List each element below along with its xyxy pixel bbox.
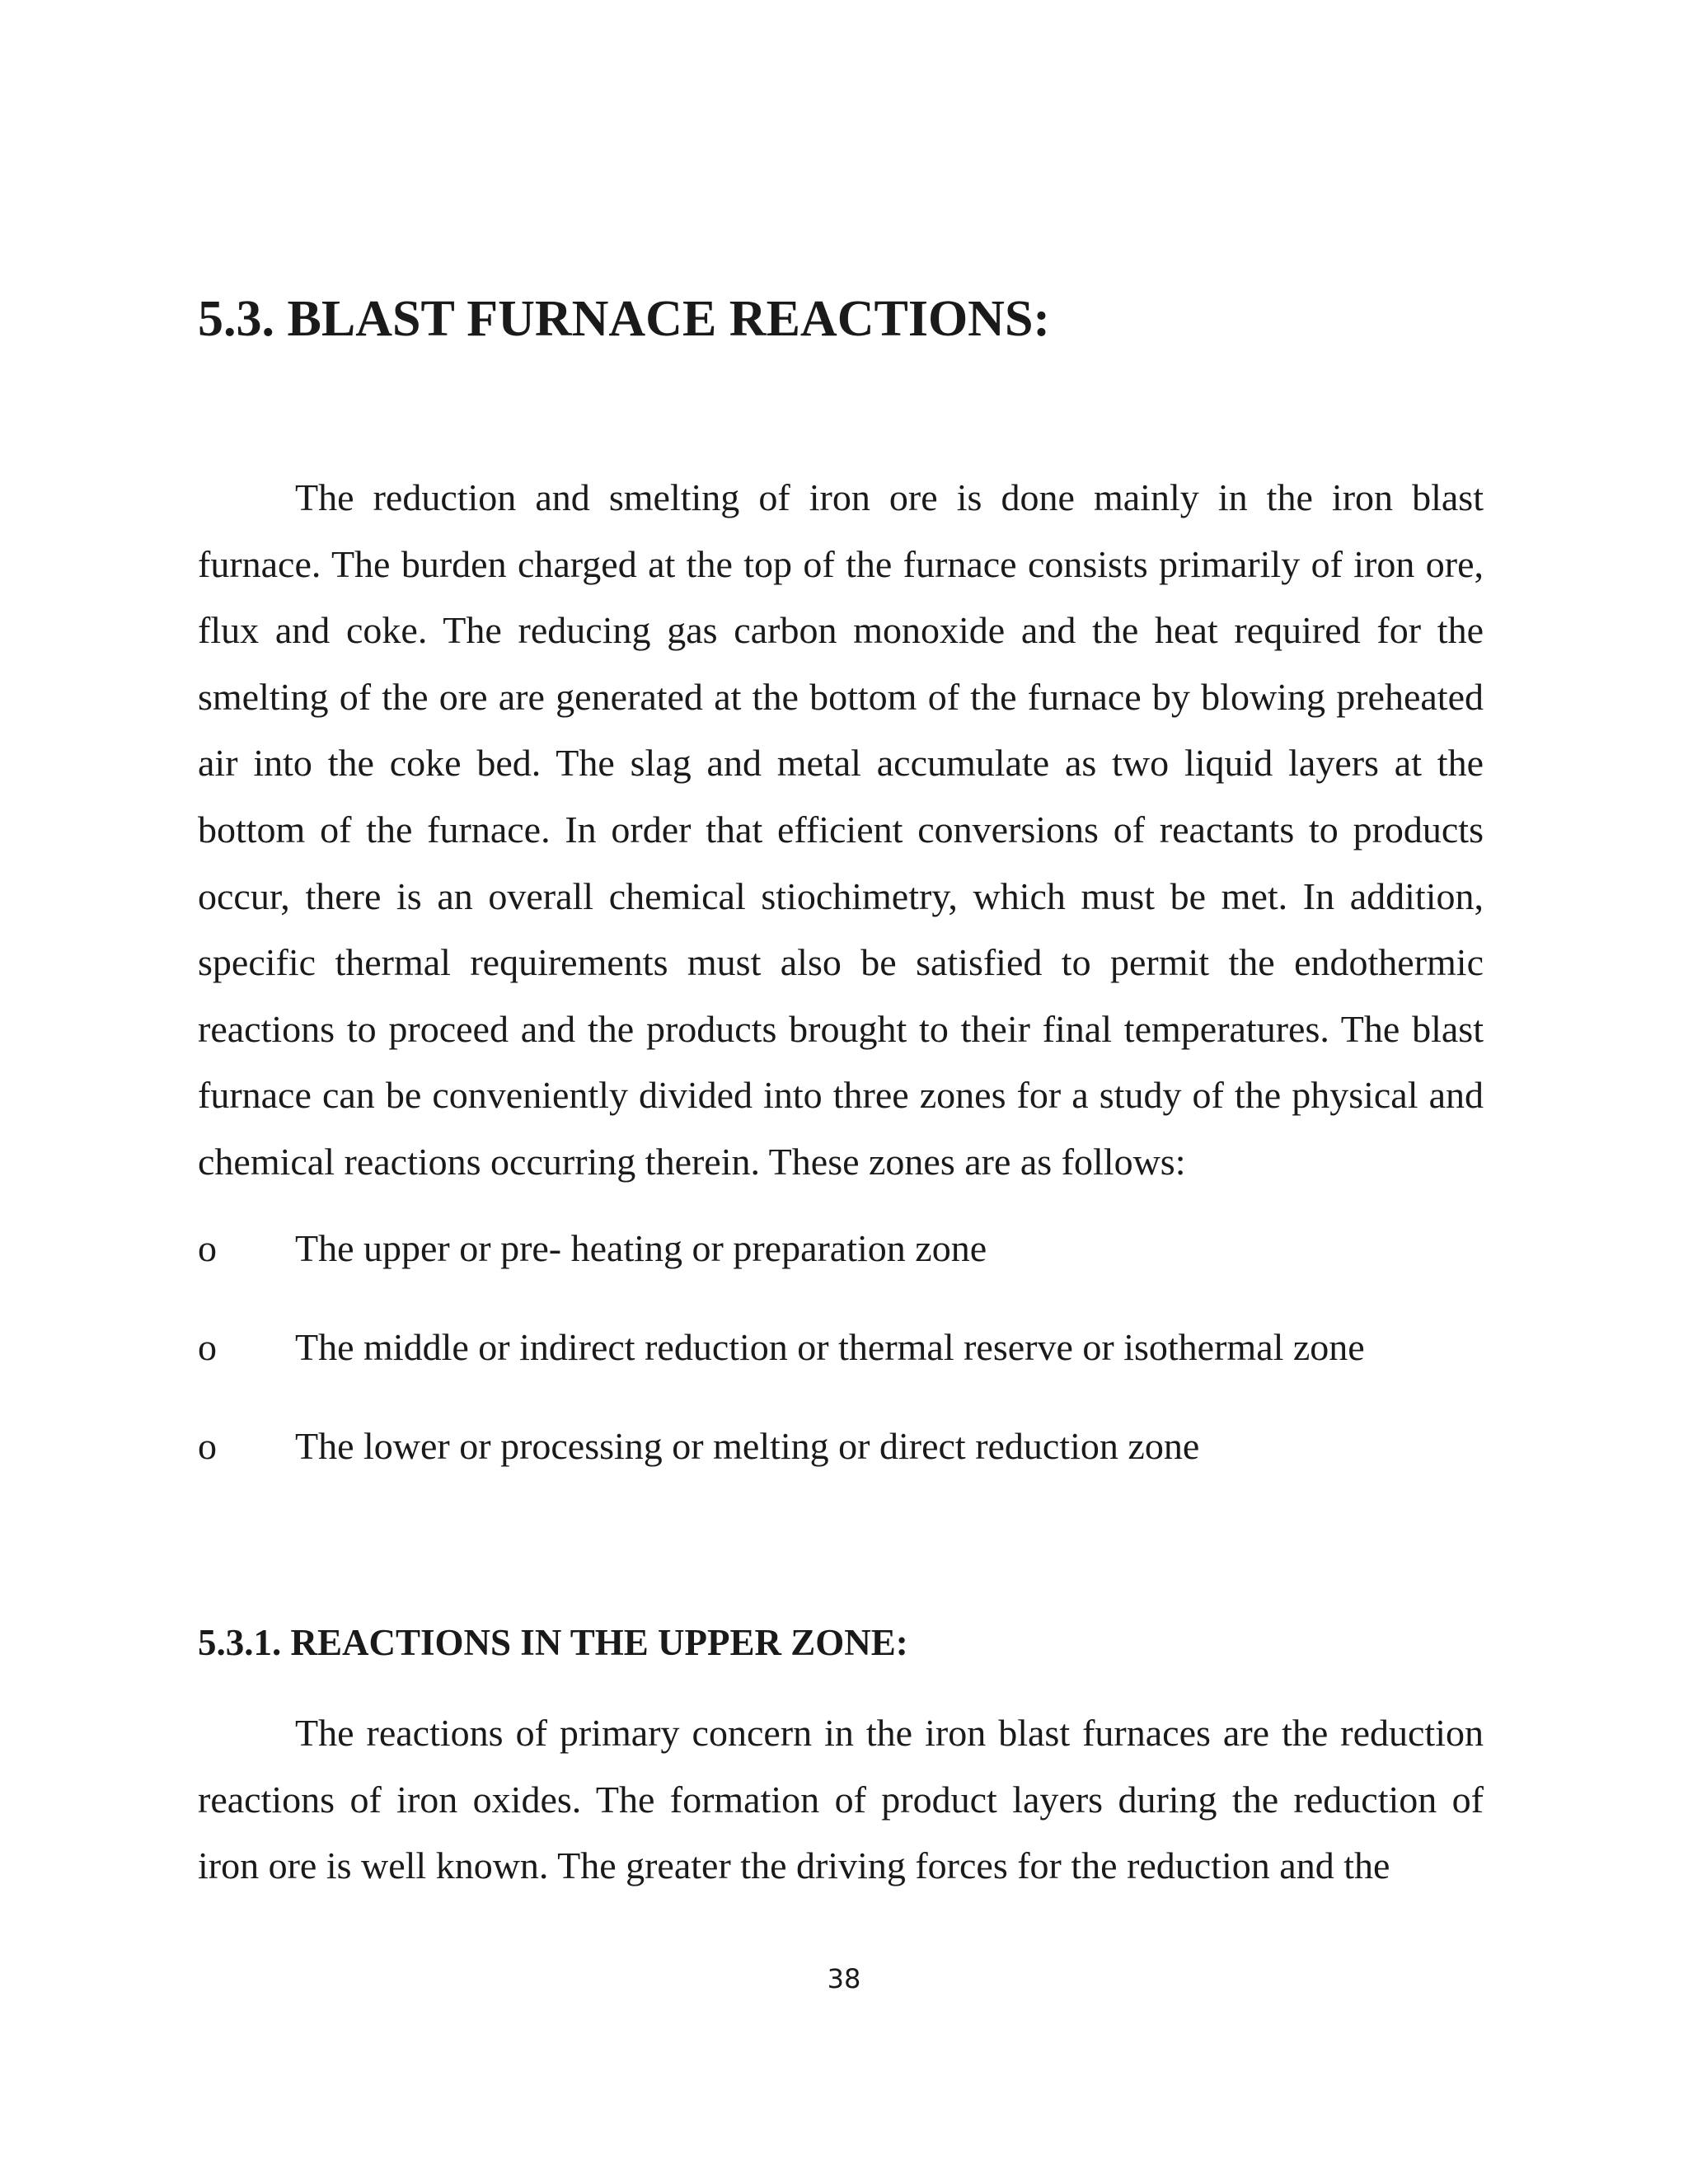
section-heading: 5.3. BLAST FURNACE REACTIONS: [198,291,1051,347]
upper-zone-paragraph: The reactions of primary concern in the iron blast furnaces are the reduction reactions of iron oxides. The formation of product layers during the reduction of iron ore is well known. The greater the driving forces for the reduction and the [198,1712,1484,1887]
bullet-marker: o [198,1326,217,1368]
bullet-marker: o [198,1425,217,1467]
zone-item-text: The upper or pre- heating or preparation zone [295,1227,987,1269]
subsection-heading: 5.3.1. REACTIONS IN THE UPPER ZONE: [198,1622,908,1663]
page-number: 38 [827,1963,861,1994]
bullet-marker: o [198,1227,217,1269]
list-item [198,1224,1484,1323]
intro-paragraph: The reduction and smelting of iron ore is done mainly in the iron blast furnace. The burden charged at the top of the furnace consists primarily of iron ore, flux and coke. The reducing gas carbon monoxide and the heat required for the smelting of the ore are generated at the bottom of the furnace by blowing preheated air into the coke bed. The slag and metal accumulate as two liquid layers at the bottom of the furnace. In order that efficient conversions of reactants to products occur, there is an overall chemical stiochimetry, which must be met. In addition, specific thermal requirements must also be satisfied to permit the endothermic reactions to proceed and the products brought to their final temperatures. The blast furnace can be conveniently divided into three zones for a study of the physical and chemical reactions occurring therein. These zones are as follows: [198,476,1484,1183]
zone-list [198,1224,1484,1521]
zone-item-text: The lower or processing or melting or direct reduction zone [295,1425,1200,1467]
list-item [198,1323,1484,1422]
list-item [198,1422,1484,1521]
zone-item-text: The middle or indirect reduction or thermal reserve or isothermal zone [295,1326,1365,1368]
